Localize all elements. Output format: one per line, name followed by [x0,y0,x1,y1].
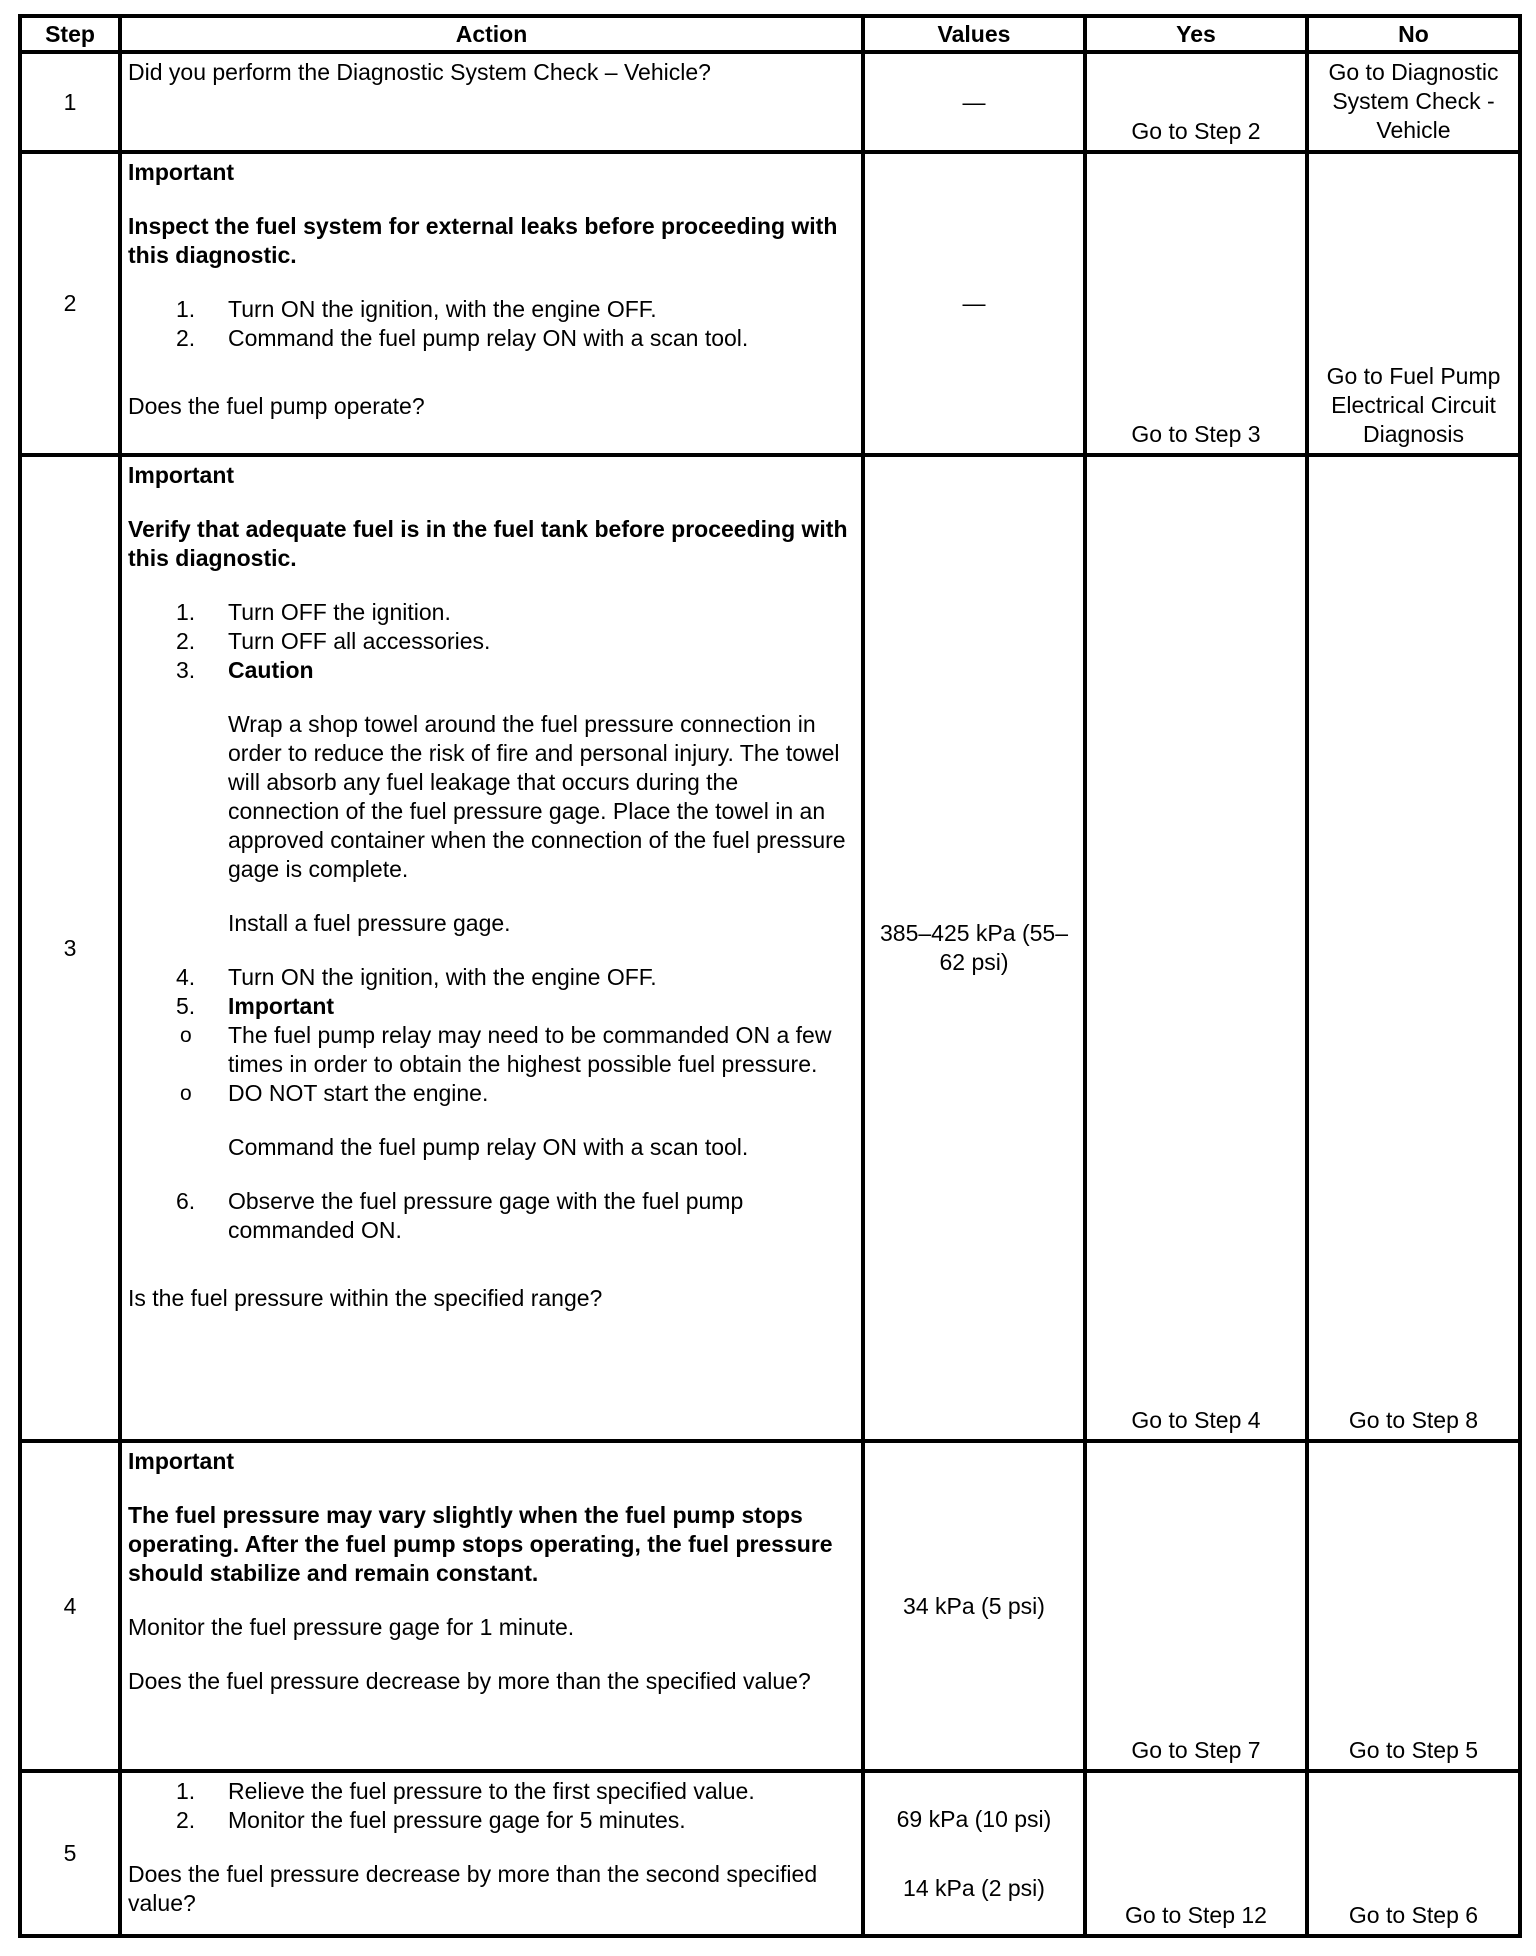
list-text: Relieve the fuel pressure to the first specified value. [228,1778,755,1804]
step-number: 4 [20,1441,120,1771]
caution-action: Install a fuel pressure gage. [228,910,511,936]
list-item [128,324,855,353]
no-cell: Go to Fuel Pump Electrical Circuit Diagnosis [1307,152,1520,455]
list-text: Monitor the fuel pressure gage for 5 minutes. [228,1807,686,1833]
step-number: 3 [20,455,120,1441]
yes-cell: Go to Step 4 [1085,455,1307,1441]
header-yes: Yes [1085,16,1307,52]
important-text: Verify that adequate fuel is in the fuel tank before proceeding with this diagnostic. [128,516,848,571]
list-item [128,656,855,938]
bullet-icon: o [180,1024,192,1047]
question-text: Does the fuel pressure decrease by more than the second specified value? [128,1861,818,1916]
list-number: 3. [176,657,196,683]
list-item [128,1806,855,1835]
action-cell [120,1771,863,1936]
list-text: Turn ON the ignition, with the engine OFF. [228,964,657,990]
action-cell [120,52,863,152]
step5-action: Command the fuel pump relay ON with a scan tool. [228,1134,749,1160]
step-list [128,598,855,1245]
table-row [20,1441,1520,1771]
list-item [128,992,855,1162]
header-action: Action [120,16,863,52]
no-cell: Go to Step 8 [1307,455,1520,1441]
step-number: 1 [20,52,120,152]
list-number: 4. [176,964,196,990]
question-text: Does the fuel pump operate? [128,393,425,419]
list-text: The fuel pump relay may need to be commanded ON a few times in order to obtain the highest possible fuel pressure. [228,1022,832,1077]
step-number: 5 [20,1771,120,1936]
table-row [20,52,1520,152]
bullet-list [128,1021,855,1108]
list-number: 2. [176,1807,196,1833]
list-item [128,598,855,627]
header-row [20,16,1520,52]
list-number: 6. [176,1188,196,1214]
list-item [128,1079,855,1108]
caution-text: Wrap a shop towel around the fuel pressure connection in order to reduce the risk of fire and personal injury. The towel will absorb any fuel leakage that occurs during the connection of the fuel pressure gage. Place the towel in an approved container when the connection of the fuel pressure gage is complete. [228,711,846,882]
list-text: Turn OFF all accessories. [228,628,491,654]
list-item [128,1021,855,1079]
table-row [20,455,1520,1441]
action-cell [120,1441,863,1771]
value-cell: — [863,52,1085,152]
step-list [128,1777,855,1835]
bullet-icon: o [180,1082,192,1105]
list-number: 1. [176,296,196,322]
caution-label: Caution [228,657,314,683]
question-text: Did you perform the Diagnostic System Check – Vehicle? [128,59,711,85]
table-row [20,152,1520,455]
no-cell: Go to Step 6 [1307,1771,1520,1936]
important-label: Important [128,1448,235,1474]
table-row [20,1771,1520,1936]
yes-cell: Go to Step 2 [1085,52,1307,152]
first-value: 69 kPa (10 psi) [896,1805,1052,1832]
list-number: 1. [176,599,196,625]
important-label: Important [128,159,235,185]
list-number: 2. [176,628,196,654]
important-text: Inspect the fuel system for external leaks before proceeding with this diagnostic. [128,213,838,268]
question-text: Does the fuel pressure decrease by more than the specified value? [128,1668,811,1694]
list-number: 5. [176,993,196,1019]
important-label: Important [128,462,235,488]
list-text: Command the fuel pump relay ON with a scan tool. [228,325,749,351]
list-item [128,1777,855,1806]
list-item [128,963,855,992]
list-number: 2. [176,325,196,351]
list-text: Observe the fuel pressure gage with the fuel pump commanded ON. [228,1188,744,1243]
second-value: 14 kPa (2 psi) [903,1874,1045,1901]
no-cell: Go to Step 5 [1307,1441,1520,1771]
important-label: Important [228,993,335,1019]
question-text: Is the fuel pressure within the specified range? [128,1285,603,1311]
important-text: The fuel pressure may vary slightly when the fuel pump stops operating. After the fuel pump stops operating, the fuel pressure should stabilize and remain constant. [128,1502,833,1586]
list-text: Turn OFF the ignition. [228,599,451,625]
value-cell: 34 kPa (5 psi) [863,1441,1085,1771]
action-text: Monitor the fuel pressure gage for 1 minute. [128,1614,575,1640]
step-number: 2 [20,152,120,455]
list-item [128,1187,855,1245]
value-cell [863,1771,1085,1936]
header-values: Values [863,16,1085,52]
value-cell: 385–425 kPa (55–62 psi) [863,455,1085,1441]
diagnostic-table [18,14,1522,1938]
list-number: 1. [176,1778,196,1804]
list-item [128,627,855,656]
list-item [128,295,855,324]
action-cell [120,152,863,455]
header-no: No [1307,16,1520,52]
step-list [128,295,855,353]
action-cell [120,455,863,1441]
yes-cell: Go to Step 7 [1085,1441,1307,1771]
no-cell: Go to Diagnostic System Check - Vehicle [1307,52,1520,152]
yes-cell: Go to Step 3 [1085,152,1307,455]
header-step: Step [20,16,120,52]
list-text: DO NOT start the engine. [228,1080,489,1106]
value-cell: — [863,152,1085,455]
list-text: Turn ON the ignition, with the engine OFF. [228,296,657,322]
yes-cell: Go to Step 12 [1085,1771,1307,1936]
